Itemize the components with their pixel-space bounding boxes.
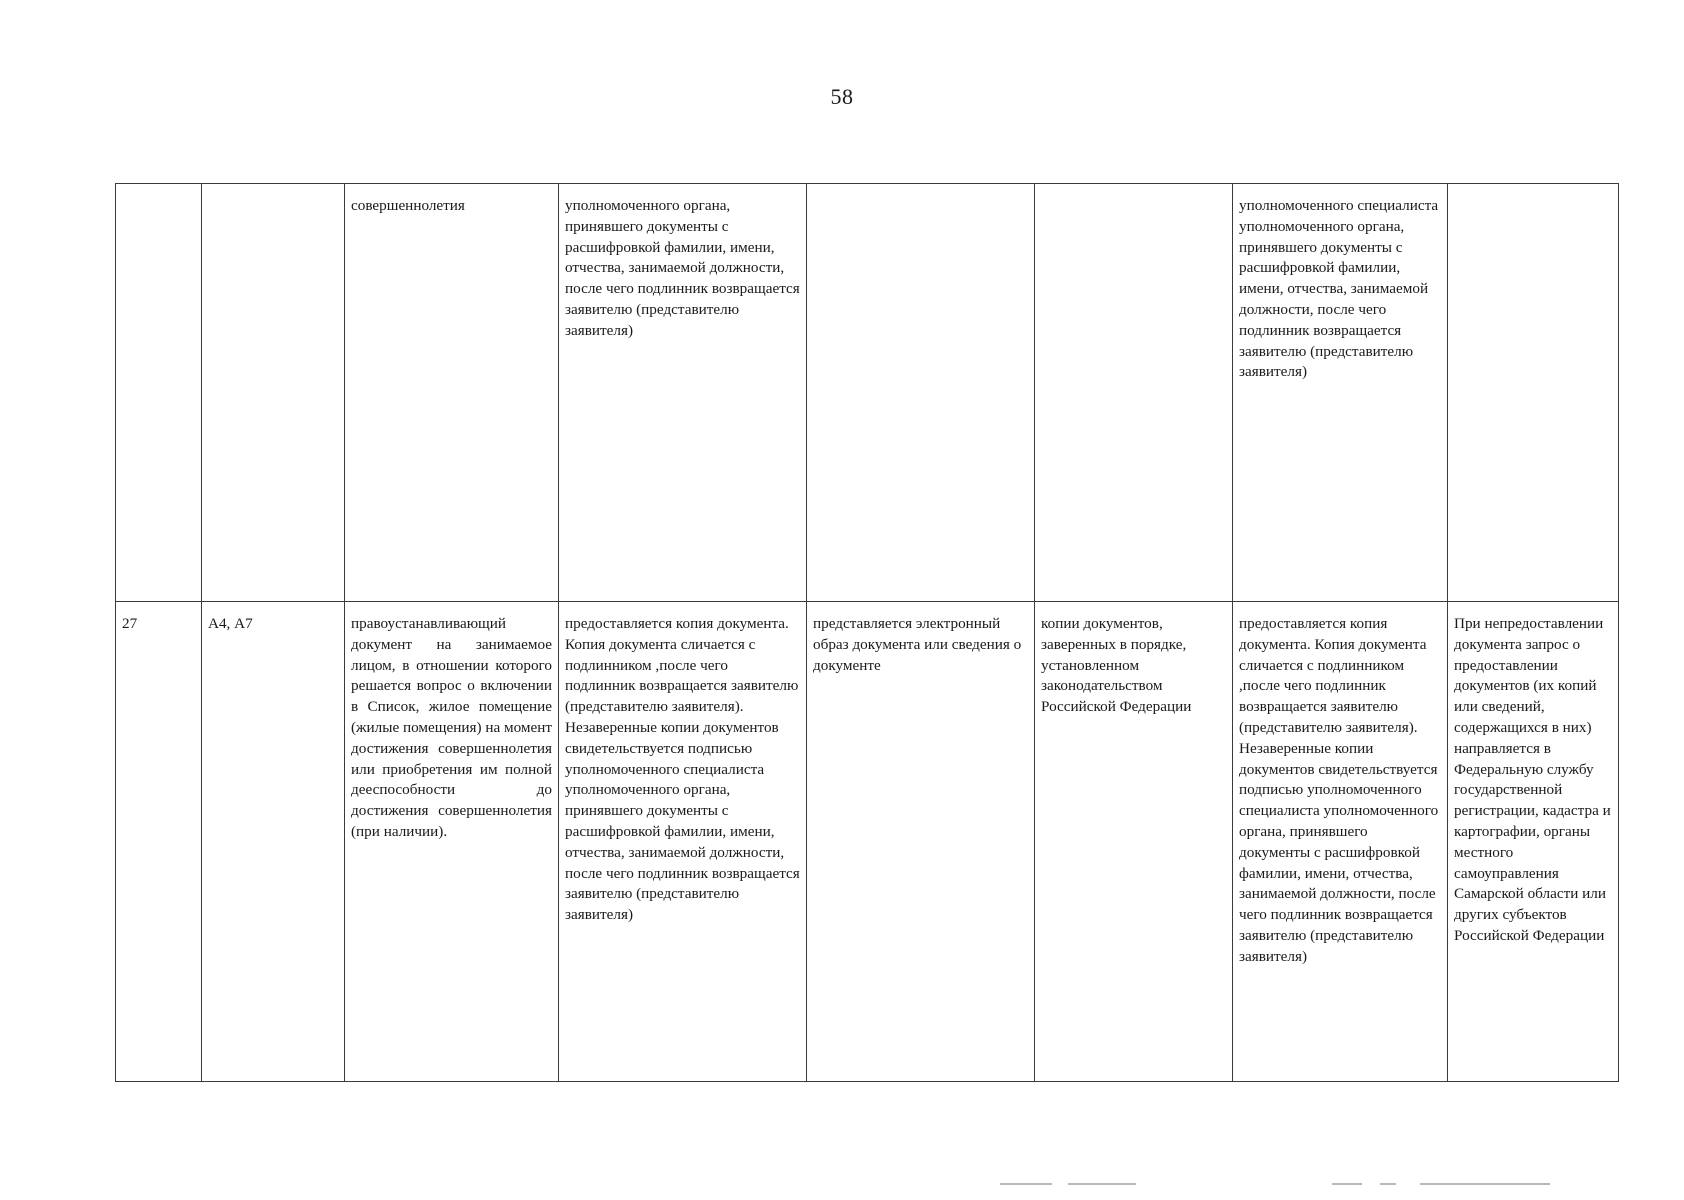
- cell-document-name: совершеннолетия: [345, 184, 559, 602]
- scan-mark: [1068, 1183, 1136, 1185]
- cell-electronic-submission: представляется электронный образ документа или сведения о документе: [807, 602, 1035, 1082]
- cell-mfc-submission: предоставляется копия документа. Копия документа сличается с подлинником ,после чего подлинник возвращается заявителю (представителю заявителя). Незаверенные копии документов свидетельствуется подписью уполномоченного специалиста уполномоченного органа, принявшего документы с расшифровкой фамилии, имени, отчества, занимаемой должности, после чего подлинник возвращается заявителю (представителю заявителя): [1233, 602, 1448, 1082]
- cell-mail-submission: копии документов, заверенных в порядке, установленном законодательством Российской Федерации: [1035, 602, 1233, 1082]
- scan-mark: [1420, 1183, 1550, 1185]
- scan-mark: [1380, 1183, 1396, 1185]
- cell-number: [116, 184, 202, 602]
- cell-code: [202, 184, 345, 602]
- cell-paper-submission: предоставляется копия документа. Копия документа сличается с подлинником ,после чего подлинник возвращается заявителю (представителю заявителя). Незаверенные копии документов свидетельствуется подписью уполномоченного специалиста уполномоченного органа, принявшего документы с расшифровкой фамилии, имени, отчества, занимаемой должности, после чего подлинник возвращается заявителю (представителю заявителя): [559, 602, 807, 1082]
- cell-mfc-submission: уполномоченного специалиста уполномоченного органа, принявшего документы с расшифровкой фамилии, имени, отчества, занимаемой должности, после чего подлинник возвращается заявителю (представителю заявителя): [1233, 184, 1448, 602]
- document-table: [115, 183, 1619, 1082]
- cell-electronic-submission: [807, 184, 1035, 602]
- cell-mail-submission: [1035, 184, 1233, 602]
- table-row: [116, 602, 1619, 1082]
- table-row: [116, 184, 1619, 602]
- cell-number: 27: [116, 602, 202, 1082]
- page-number: 58: [830, 84, 854, 109]
- scan-mark: [1000, 1183, 1052, 1185]
- cell-interagency-request: [1448, 184, 1619, 602]
- cell-paper-submission: уполномоченного органа, принявшего документы с расшифровкой фамилии, имени, отчества, занимаемой должности, после чего подлинник возвращается заявителю (представителю заявителя): [559, 184, 807, 602]
- cell-document-name: правоустанавливающий документ на занимаемое лицом, в отношении которого решается вопрос о включении в Список, жилое помещение (жилые помещения) на момент достижения совершеннолетия или приобретения им полной дееспособности до достижения совершеннолетия (при наличии).: [345, 602, 559, 1082]
- scan-mark: [1332, 1183, 1362, 1185]
- cell-code: А4, А7: [202, 602, 345, 1082]
- cell-interagency-request: При непредоставлении документа запрос о предоставлении документов (их копий или сведений, содержащихся в них) направляется в Федеральную службу государственной регистрации, кадастра и картографии, органы местного самоуправления Самарской области или других субъектов Российской Федерации: [1448, 602, 1619, 1082]
- scan-artifacts: [0, 1183, 1684, 1187]
